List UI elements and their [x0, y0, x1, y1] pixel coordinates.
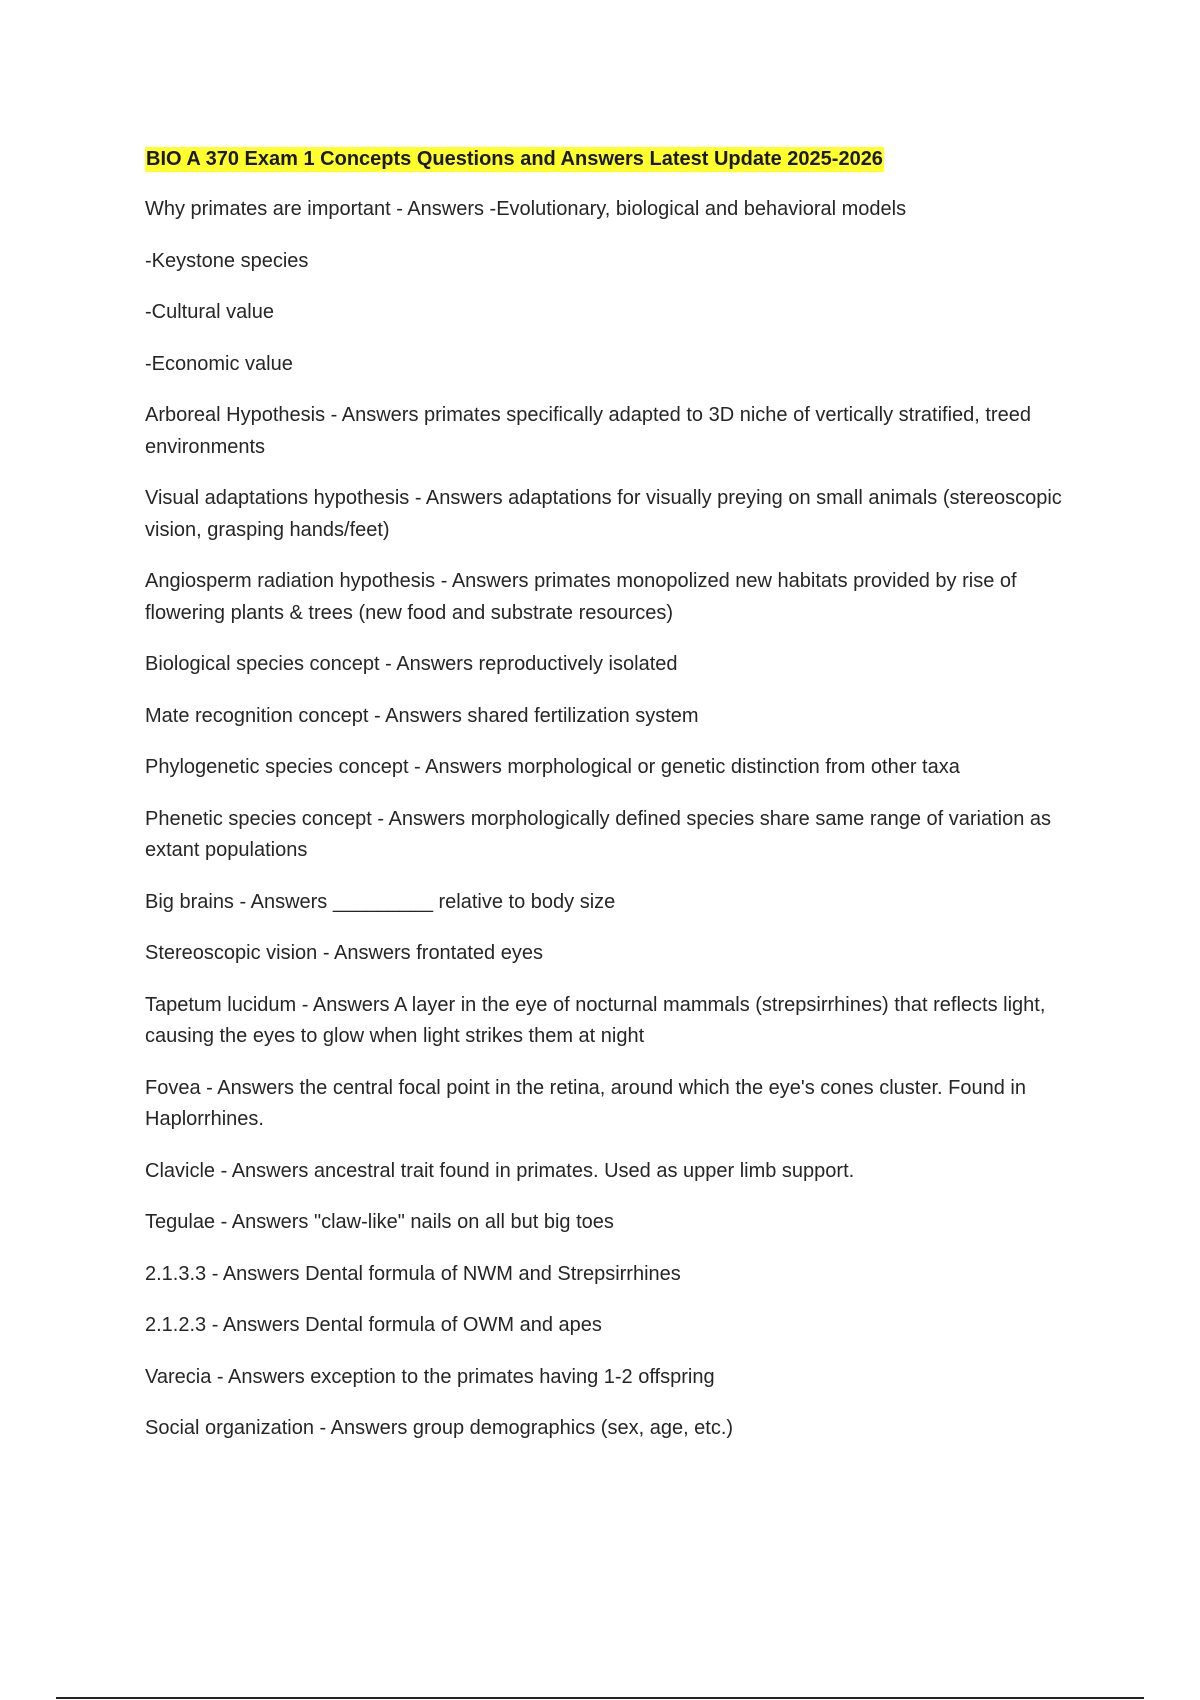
document-title: BIO A 370 Exam 1 Concepts Questions and Answers Latest Update 2025-2026	[146, 148, 883, 170]
paragraph: Stereoscopic vision - Answers frontated eyes	[145, 942, 543, 964]
paragraph: Biological species concept - Answers reproductively isolated	[145, 653, 678, 675]
paragraph: Arboreal Hypothesis - Answers primates specifically adapted to 3D niche of vertically stratified, treed environments	[145, 404, 1031, 458]
paragraph: -Cultural value	[145, 301, 274, 323]
paragraph: Tapetum lucidum - Answers A layer in the eye of nocturnal mammals (strepsirrhines) that reflects light, causing the eyes to glow when light strikes them at night	[145, 993, 1046, 1047]
paragraph: Phenetic species concept - Answers morphologically defined species share same range of variation as extant populations	[145, 807, 1052, 861]
paragraph: Angiosperm radiation hypothesis - Answers primates monopolized new habitats provided by rise of flowering plants & trees (new food and substrate resources)	[145, 570, 1017, 624]
paragraph-list	[145, 194, 1085, 1445]
title-block	[145, 144, 1085, 175]
paragraph: Social organization - Answers group demographics (sex, age, etc.)	[145, 1417, 734, 1439]
paragraph: Big brains - Answers _________ relative to body size	[145, 890, 616, 913]
paragraph: Varecia - Answers exception to the primates having 1-2 offspring	[145, 1365, 715, 1388]
paragraph: Mate recognition concept - Answers shared fertilization system	[145, 704, 699, 727]
paragraph: Phylogenetic species concept - Answers morphological or genetic distinction from other taxa	[145, 756, 960, 778]
paragraph: Tegulae - Answers "claw-like" nails on all but big toes	[145, 1211, 614, 1233]
paragraph: Clavicle - Answers ancestral trait found in primates. Used as upper limb support.	[145, 1159, 855, 1182]
paragraph: 2.1.2.3 - Answers Dental formula of OWM and apes	[145, 1314, 602, 1336]
paragraph: 2.1.3.3 - Answers Dental formula of NWM and Strepsirrhines	[145, 1262, 681, 1285]
paragraph: -Economic value	[145, 352, 293, 375]
paragraph: -Keystone species	[145, 249, 309, 272]
page-bottom-rule	[56, 1697, 1144, 1699]
paragraph: Why primates are important - Answers -Evolutionary, biological and behavioral models	[145, 198, 907, 220]
paragraph: Visual adaptations hypothesis - Answers adaptations for visually preying on small animals (stereoscopic vision, grasping hands/feet)	[145, 487, 1062, 541]
document-page	[145, 144, 1085, 1465]
paragraph: Fovea - Answers the central focal point in the retina, around which the eye's cones cluster. Found in Haplorrhines.	[145, 1076, 1026, 1130]
